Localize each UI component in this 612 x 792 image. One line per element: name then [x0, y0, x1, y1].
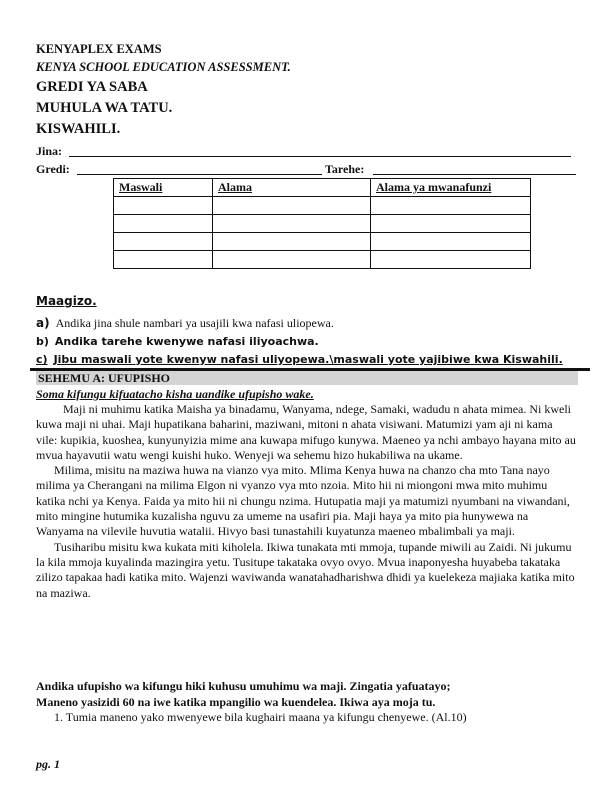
- table-cell[interactable]: [371, 233, 531, 251]
- question-instruction-line2: Maneno yasizidi 60 na iwe katika mpangilio wa kuendelea. Ikiwa aya moja tu.: [36, 695, 436, 709]
- table-cell[interactable]: [114, 215, 213, 233]
- name-field-label: Jina:: [36, 144, 63, 158]
- question-text: Tumia maneno yako mwenyewe bila kughairi maana ya kifungu chenyewe. (Al.10): [65, 710, 467, 724]
- passage-paragraph: Milima, misitu na maziwa huwa na vianzo vya mito. Mlima Kenya huwa na chanzo cha mto Tana nayo milima ya Cherangani na milima Elgon ni vyanzo vya mto nzoia. Mito hii ni miongoni mwa mito muhimu katika nchi ya Kenya. Faida ya mito hii ni chungu nzima. Hutupatia maji ya matumizi nyumbani na viwandani, mito mingine hutumika kuzalisha nguvu za umeme na usafiri pia. Maji haya ya mito pia hunywewa na Wanyama na vilevile huvutia watalii. Hivyo basi tunastahili kuyatunza maeneo mbalimbali ya maji.: [36, 463, 570, 539]
- table-cell[interactable]: [114, 197, 213, 215]
- table-cell[interactable]: [114, 251, 213, 269]
- section-title: SEHEMU A: UFUPISHO: [36, 371, 578, 385]
- date-field-line[interactable]: [373, 174, 576, 175]
- marks-table: [113, 178, 531, 269]
- table-cell[interactable]: [213, 251, 371, 269]
- instruction-text: Andika jina shule nambari ya usajili kwa nafasi uliopewa.: [55, 316, 334, 330]
- col-alama-mwanafunzi: Alama ya mwanafunzi: [371, 179, 531, 197]
- question-instruction-line1: Andika ufupisho wa kifungu hiki kuhusu umuhimu wa maji. Zingatia yafuatayo;: [36, 679, 451, 693]
- table-row: [114, 251, 531, 269]
- question-item: [54, 710, 467, 725]
- instruction-text: Andika tarehe kwenywe nafasi iliyoachwa.: [54, 335, 319, 348]
- passage-paragraph: Maji ni muhimu katika Maisha ya binadamu, Wanyama, ndege, Samaki, wadudu n ahata mimea. Ni kweli kuwa maji ni uhai. Maji hupatikana baharini, maziwani, mitoni n ahata visiwani. Matumizi yam aji ni kama vile: kupikia, kuoshea, kunyunyizia mime ana kuwapa mifugo kunywa. Maeneo ya nchi ambayo hayana mito au mvua hayavutii watu wengi kuishi huko. Wenyeji wa sehemu hizo hukabiliwa na ukame.: [36, 402, 576, 462]
- instruction-text: Jibu maswali yote kwenyw nafasi uliyopewa.\maswali yote yajibiwe kwa Kiswahili.: [53, 353, 563, 366]
- page-number: pg. 1: [36, 757, 60, 771]
- question-number: 1.: [54, 710, 63, 724]
- instruction-letter: a): [36, 316, 50, 330]
- table-row: [114, 233, 531, 251]
- col-maswali: Maswali: [114, 179, 213, 197]
- date-field-label: Tarehe:: [325, 162, 365, 176]
- exam-org: KENYAPLEX EXAMS: [36, 42, 162, 56]
- name-field-line[interactable]: [69, 156, 571, 157]
- table-cell[interactable]: [371, 197, 531, 215]
- table-row: [114, 197, 531, 215]
- passage-paragraph: Tusiharibu misitu kwa kukata miti kiholela. Ikiwa tunakata mti mmoja, tupande miwili au Zaidi. Ni jukumu la kila mmoja kuyalinda mazingira yetu. Tusitupe takataka ovyo ovyo. Mvua inaponyesha huyabeba takataka zilizo tapakaa hadi katika mito. Wajenzi waviwanda wanatahadharishwa dhidi ya kuelekeza majiaka katika mito na maziwa.: [36, 539, 575, 600]
- instructions-title: Maagizo.: [36, 294, 97, 308]
- instruction-c: [36, 353, 563, 366]
- grade-field-label: Gredi:: [36, 162, 70, 176]
- subject-heading: KISWAHILI.: [36, 121, 121, 137]
- table-cell[interactable]: [114, 233, 213, 251]
- marks-table-header: [114, 179, 531, 197]
- term-heading: MUHULA WA TATU.: [36, 100, 173, 116]
- instruction-a: [36, 316, 334, 331]
- instruction-letter: b): [36, 335, 49, 348]
- grade-heading: GREDI YA SABA: [36, 79, 148, 95]
- section-subtitle: Soma kifungu kifuatacho kisha uandike ufupisho wake.: [36, 387, 314, 401]
- instruction-b: [36, 335, 319, 348]
- table-row: [114, 215, 531, 233]
- table-cell[interactable]: [213, 233, 371, 251]
- reading-passage: [36, 402, 576, 601]
- table-cell[interactable]: [371, 251, 531, 269]
- assessment-name: KENYA SCHOOL EDUCATION ASSESSMENT.: [36, 60, 291, 74]
- col-alama: Alama: [213, 179, 371, 197]
- grade-field-line[interactable]: [77, 174, 322, 175]
- instruction-letter: c): [36, 353, 48, 366]
- table-cell[interactable]: [213, 215, 371, 233]
- table-cell[interactable]: [213, 197, 371, 215]
- table-cell[interactable]: [371, 215, 531, 233]
